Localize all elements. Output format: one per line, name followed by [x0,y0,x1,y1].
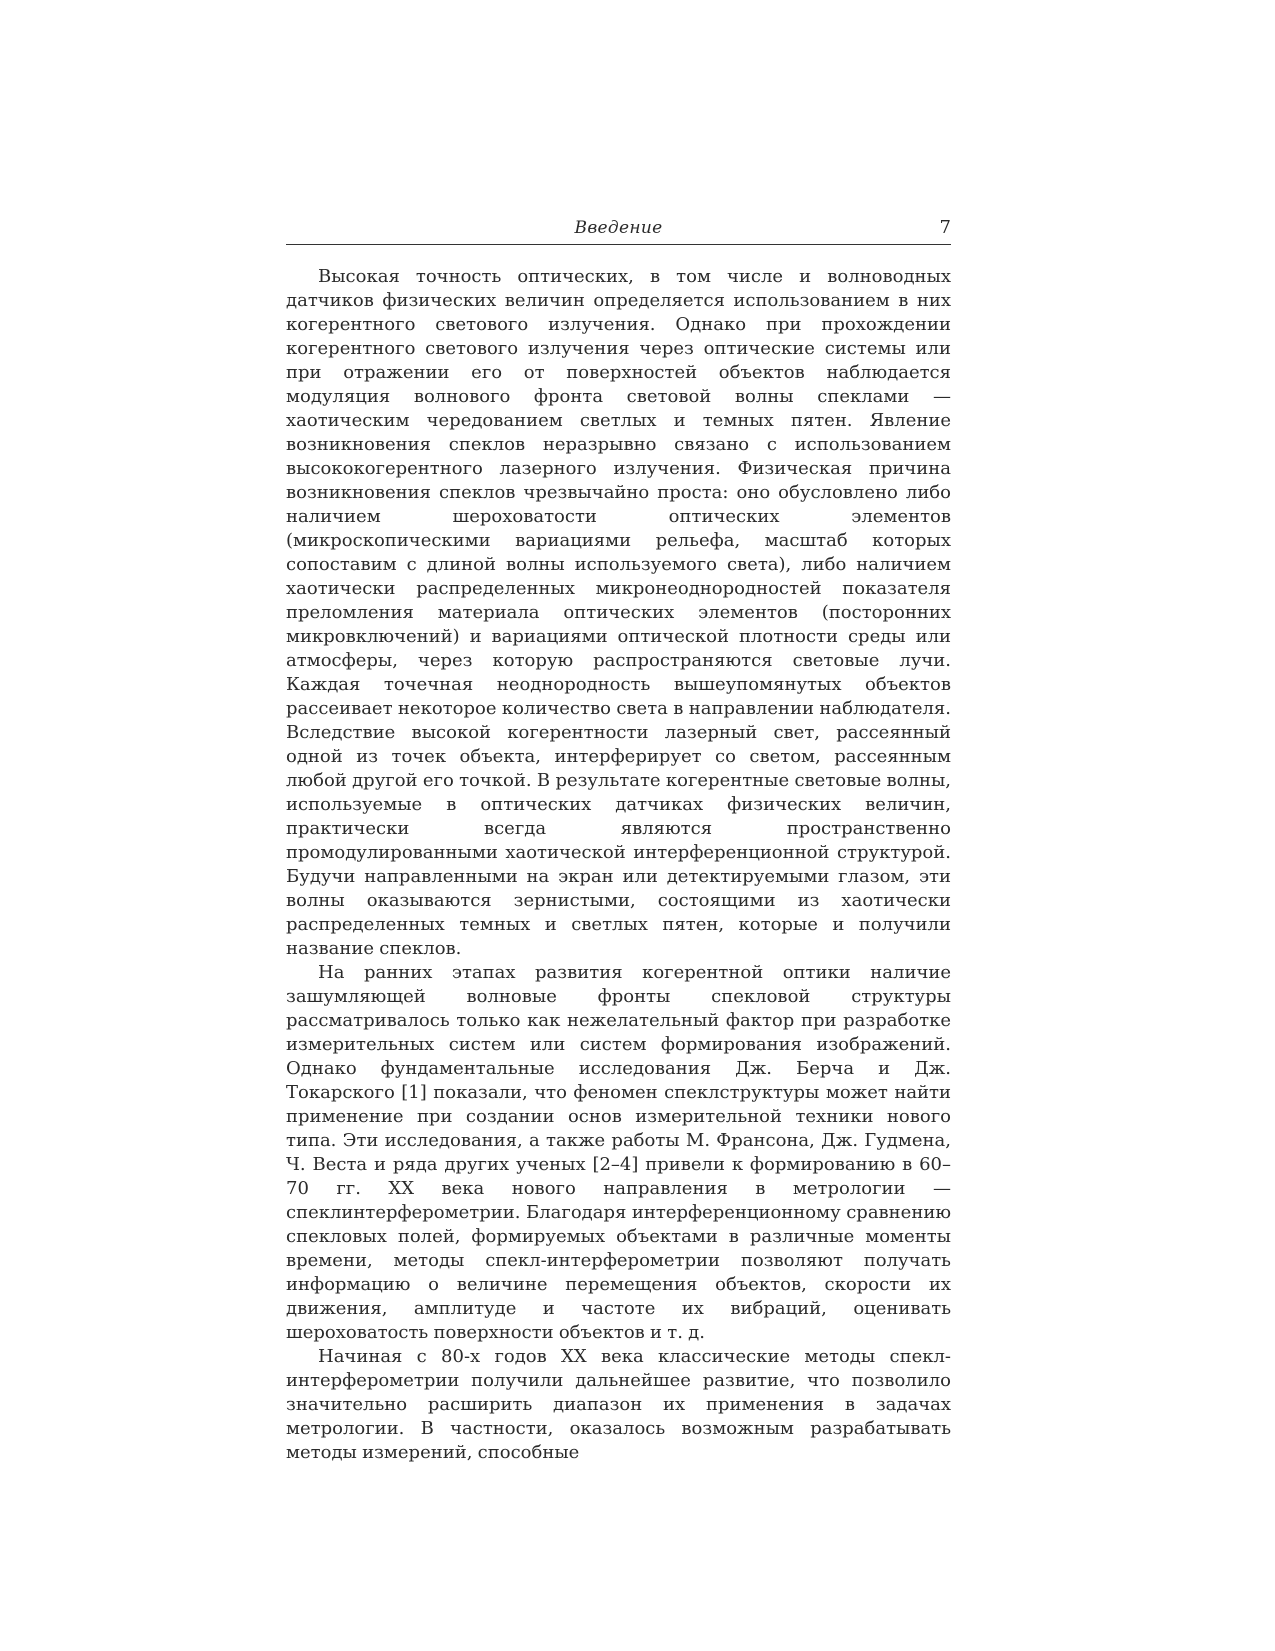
paragraph: Начиная с 80-х годов XX века классические методы спекл-интерферометрии получили дальнейшее развитие, что позволило значительно расширить диапазон их применения в задачах метрологии. В частности, оказалось возможным разрабатывать методы измерений, способные [286,1346,951,1463]
book-page [286,214,951,1465]
paragraph: На ранних этапах развития когерентной оптики наличие зашумляющей волновые фронты спекловой структуры рассматривалось только как нежелательный фактор при разработке измерительных систем или систем формирования изображений. Однако фундаментальные исследования Дж. Берча и Дж. Токарского [1] показали, что феномен спеклструктуры может найти применение при создании основ измерительной техники нового типа. Эти исследования, а также работы М. Франсона, Дж. Гудмена, Ч. Веста и ряда других ученых [2–4] привели к формированию в 60–70 гг. XX века нового направления в метрологии — спеклинтерферометрии. Благодаря интерференционному сравнению спекловых полей, формируемых объектами в различные моменты времени, методы спекл-интерферометрии позволяют получать информацию о величине перемещения объектов, скорости их движения, амплитуде и частоте их вибраций, оценивать шероховатость поверхности объектов и т. д. [286,962,951,1343]
body-text [286,265,951,1465]
page-number: 7 [939,217,951,238]
running-header [286,214,951,245]
paragraph: Высокая точность оптических, в том числе и волноводных датчиков физических величин определяется использованием в них когерентного светового излучения. Однако при прохождении когерентного светового излучения через оптические системы или при отражении его от поверхностей объектов наблюдается модуляция волнового фронта световой волны спеклами — хаотическим чередованием светлых и темных пятен. Явление возникновения спеклов неразрывно связано с использованием высококогерентного лазерного излучения. Физическая причина возникновения спеклов чрезвычайно проста: оно обусловлено либо наличием шероховатости оптических элементов (микроскопическими вариациями рельефа, масштаб которых сопоставим с длиной волны используемого света), либо наличием хаотически распределенных микронеоднородностей показателя преломления материала оптических элементов (посторонних микровключений) и вариациями оптической плотности среды или атмосферы, через которую распространяются световые лучи. Каждая точечная неоднородность вышеупомянутых объектов рассеивает некоторое количество света в направлении наблюдателя. Вследствие высокой когерентности лазерный свет, рассеянный одной из точек объекта, интерферирует со светом, рассеянным любой другой его точкой. В результате когерентные световые волны, используемые в оптических датчиках физических величин, практически всегда являются пространственно промодулированными хаотической интерференционной структурой. Будучи направленными на экран или детектируемыми глазом, эти волны оказываются зернистыми, состоящими из хаотически распределенных темных и светлых пятен, которые и получили название спеклов. [286,266,951,959]
running-title: Введение [574,218,663,238]
